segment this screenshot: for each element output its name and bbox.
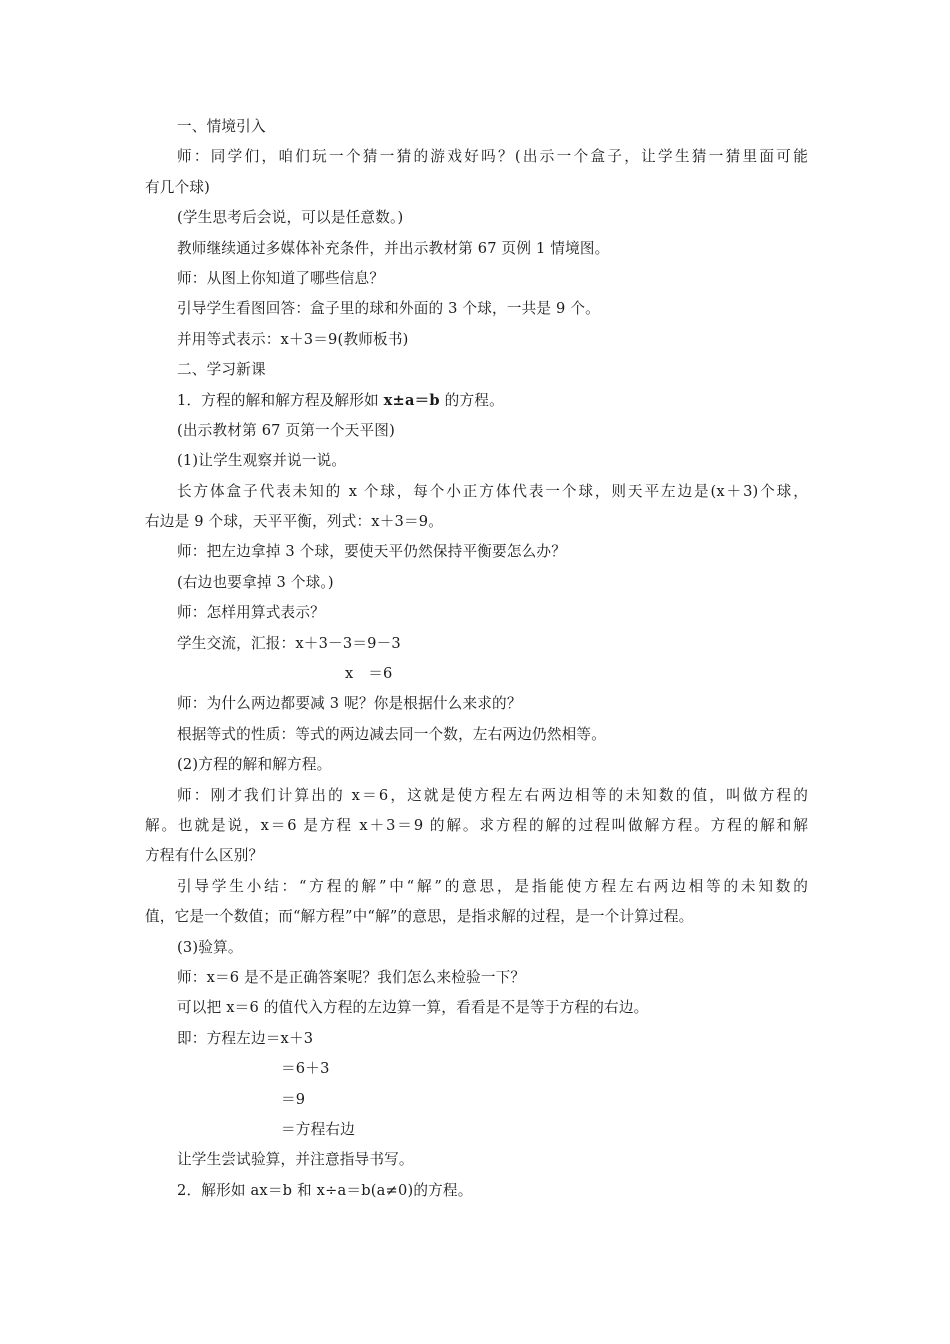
section-heading: 一、情境引入	[177, 118, 266, 135]
paragraph-line: 师：把左边拿掉 3 个球，要使天平仍然保持平衡要怎么办？	[177, 543, 567, 561]
paragraph-line: (2)方程的解和解方程。	[177, 756, 332, 774]
equation-line: ＝6＋3	[281, 1060, 330, 1078]
paragraph-line: (右边也要拿掉 3 个球。)	[177, 573, 334, 591]
subsection-heading-text: 的方程。	[439, 391, 504, 409]
paragraph-line: 并用等式表示：x＋3＝9(教师板书)	[177, 330, 409, 348]
subsection-heading: 2．解形如 ax＝b 和 x÷a＝b(a≠0)的方程。	[177, 1181, 473, 1199]
paragraph-line: (1)让学生观察并说一说。	[177, 452, 347, 470]
paragraph-line: 师：从图上你知道了哪些信息？	[177, 269, 385, 287]
paragraph-line: 引导学生看图回答：盒子里的球和外面的 3 个球，一共是 9 个。	[177, 300, 600, 318]
paragraph-line: 有几个球)	[145, 178, 211, 196]
equation-line: x ＝6	[345, 665, 393, 683]
paragraph-line: (3)验算。	[177, 938, 243, 956]
subsection-heading-text: 1．方程的解和解方程及解形如	[177, 391, 384, 409]
paragraph-line: 师：x＝6 是不是正确答案呢？我们怎么来检验一下？	[177, 968, 526, 986]
paragraph-line: 方程有什么区别？	[145, 847, 264, 865]
paragraph-line: 教师继续通过多媒体补充条件，并出示教材第 67 页例 1 情境图。	[177, 239, 610, 257]
paragraph-line: (学生思考后会说，可以是任意数。)	[177, 209, 404, 227]
paragraph-line: 解。也就是说，x＝6 是方程 x＋3＝9 的解。求方程的解的过程叫做解方程。方程的解和解	[145, 816, 808, 834]
equation-line: ＝方程右边	[281, 1120, 355, 1138]
paragraph-line: 师：怎样用算式表示？	[177, 604, 325, 622]
paragraph-line: 长方体盒子代表未知的 x 个球，每个小正方体代表一个球，则天平左边是(x＋3)个球，	[177, 482, 808, 500]
paragraph-line: 学生交流，汇报：x＋3－3＝9－3	[177, 634, 401, 652]
paragraph-line: 师：刚才我们计算出的 x＝6，这就是使方程左右两边相等的未知数的值，叫做方程的	[177, 786, 808, 804]
paragraph-line: 即：方程左边＝x＋3	[177, 1029, 314, 1047]
equation-line: ＝9	[281, 1090, 306, 1108]
paragraph-line: 引导学生小结：“方程的解”中“解”的意思，是指能使方程左右两边相等的未知数的	[177, 877, 808, 895]
paragraph-line: (出示教材第 67 页第一个天平图)	[177, 421, 395, 439]
paragraph-line: 值，它是一个数值；而“解方程”中“解”的意思，是指求解的过程，是一个计算过程。	[145, 908, 694, 926]
section-heading: 二、学习新课	[177, 361, 266, 379]
equation-form: x±a＝b	[383, 391, 440, 409]
paragraph-line: 可以把 x＝6 的值代入方程的左边算一算，看看是不是等于方程的右边。	[177, 999, 649, 1017]
document-page	[145, 112, 808, 1206]
subsection-heading	[145, 386, 808, 416]
paragraph-line: 根据等式的性质：等式的两边减去同一个数，左右两边仍然相等。	[177, 725, 607, 743]
paragraph-line: 右边是 9 个球，天平平衡，列式：x＋3＝9。	[145, 513, 444, 531]
paragraph-line: 师：同学们，咱们玩一个猜一猜的游戏好吗？(出示一个盒子，让学生猜一猜里面可能	[177, 148, 808, 166]
paragraph-line: 师：为什么两边都要减 3 呢？你是根据什么来求的？	[177, 695, 522, 713]
paragraph-line: 让学生尝试验算，并注意指导书写。	[177, 1151, 414, 1169]
